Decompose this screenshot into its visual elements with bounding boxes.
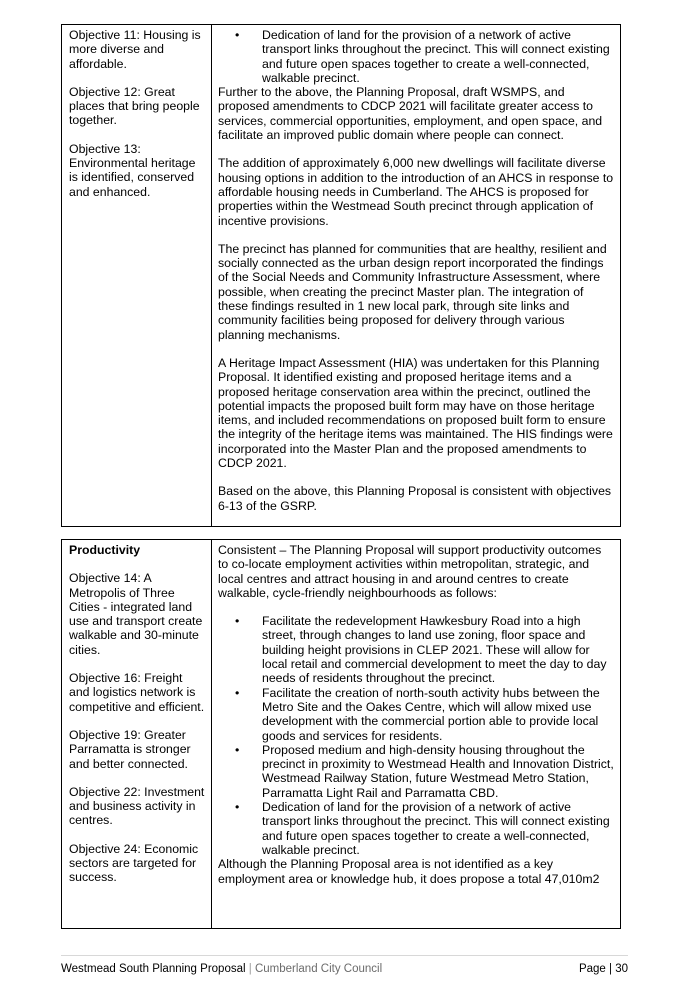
table1-bullet-list (218, 28, 614, 85)
footer-doc-info (61, 963, 382, 975)
table2-bullet-list (218, 614, 614, 857)
productivity-closing: Although the Planning Proposal area is not identified as a key employment area or knowledge hub, it does propose a total 47,010m2 (218, 857, 600, 886)
objective-24: Objective 24: Economic sectors are targeted for success. (69, 841, 199, 885)
objective-16: Objective 16: Freight and logistics network is competitive and efficient. (69, 671, 205, 714)
objective-11: Objective 11: Housing is more diverse and affordable. (69, 28, 201, 71)
list-item: • Dedication of land for the provision of a network of active transport links throughout the precinct. This will connect existing and future open spaces together to create a well-connected, walkable precinct. (235, 800, 610, 857)
objective-14: Objective 14: A Metropolis of Three Cities - integrated land use and transport create walkable and 30-minute cities. (69, 571, 203, 657)
objective-13: Objective 13: Environmental heritage is identified, conserved and enhanced. (69, 141, 196, 199)
table1-right-column (212, 25, 620, 526)
footer-doc-title: Westmead South Planning Proposal (61, 963, 246, 975)
objectives-table-2 (61, 539, 621, 929)
bullet-icon: • (235, 742, 240, 757)
list-item: • Proposed medium and high-density housing throughout the precinct in proximity to Westmead Health and Innovation District, Westmead Railway Station, future Westmead Metro Station, Parramatta Light Rail and Parramatta CBD. (235, 742, 614, 800)
page-footer (61, 963, 628, 975)
page-number: Page | 30 (578, 963, 628, 975)
paragraph-access: Further to the above, the Planning Proposal, draft WSMPS, and proposed amendments to CDCP 2021 will facilitate greater access to services, commercial opportunities, employment, and open space, and facilitate an improved public domain where people can connect. (218, 85, 603, 143)
paragraph-housing: The addition of approximately 6,000 new dwellings will facilitate diverse housing options in addition to the introduction of an AHCS in response to affordable housing needs in Cumberland. The AHCS is proposed for properties within the Westmead South precinct through application of incentive provisions. (218, 156, 614, 228)
paragraph-heritage: A Heritage Impact Assessment (HIA) was undertaken for this Planning Proposal. It identified existing and proposed heritage items and a proposed heritage conservation area within the precinct, outlined the potential impacts the proposed built form may have on those heritage items, and included recommendations on proposed built form to ensure the integrity of the heritage items was maintained. The HIS findings were incorporated into the Master Plan and the proposed amendments to CDCP 2021. (218, 355, 613, 471)
objective-22: Objective 22: Investment and business activity in centres. (69, 784, 205, 828)
productivity-intro: Consistent – The Planning Proposal will support productivity outcomes to co-locate employment activities within metropolitan, strategic, and local centres and attract housing in and around centres to create walkable, cycle-friendly neighbourhoods as follows: (218, 543, 602, 600)
bullet-icon: • (235, 800, 240, 815)
paragraph-consistency: Based on the above, this Planning Proposal is consistent with objectives 6-13 of the GSRP. (218, 484, 612, 513)
objective-12: Objective 12: Great places that bring people together. (69, 84, 200, 128)
bullet-icon: • (235, 685, 240, 700)
bullet-icon: • (235, 28, 240, 42)
list-item: • Dedication of land for the provision of a network of active transport links throughout the precinct. This will connect existing and future open spaces together to create a well-connected, walkable precinct. (235, 28, 610, 85)
table2-right-column (212, 540, 620, 928)
section-heading: Productivity (69, 543, 141, 557)
footer-org: Cumberland City Council (254, 963, 383, 975)
footer-divider (61, 955, 628, 956)
list-item: • Facilitate the redevelopment Hawkesbury Road into a high street, through changes to land use zoning, floor space and building height provisions in CLEP 2021. These will allow for local retail and commercial development to meet the day to day needs of residents throughout the precinct. (235, 614, 607, 686)
bullet-icon: • (235, 614, 240, 629)
table2-left-column (62, 540, 212, 928)
objective-19: Objective 19: Greater Parramatta is stronger and better connected. (69, 727, 191, 771)
objectives-table-1 (61, 24, 621, 527)
paragraph-communities: The precinct has planned for communities that are healthy, resilient and socially connected as the urban design report incorporated the findings of the Social Needs and Community Infrastructure Assessment, where possible, when creating the precinct Master plan. The integration of these findings resulted in 1 new local park, through site links and community facilities being proposed for delivery through various planning mechanisms. (218, 241, 607, 342)
table1-left-column (62, 25, 212, 526)
footer-separator: | (248, 963, 252, 975)
list-item: • Facilitate the creation of north-south activity hubs between the Metro Site and the Oakes Centre, which will allow mixed use development with the commercial portion able to provide local goods and services for residents. (235, 685, 600, 743)
